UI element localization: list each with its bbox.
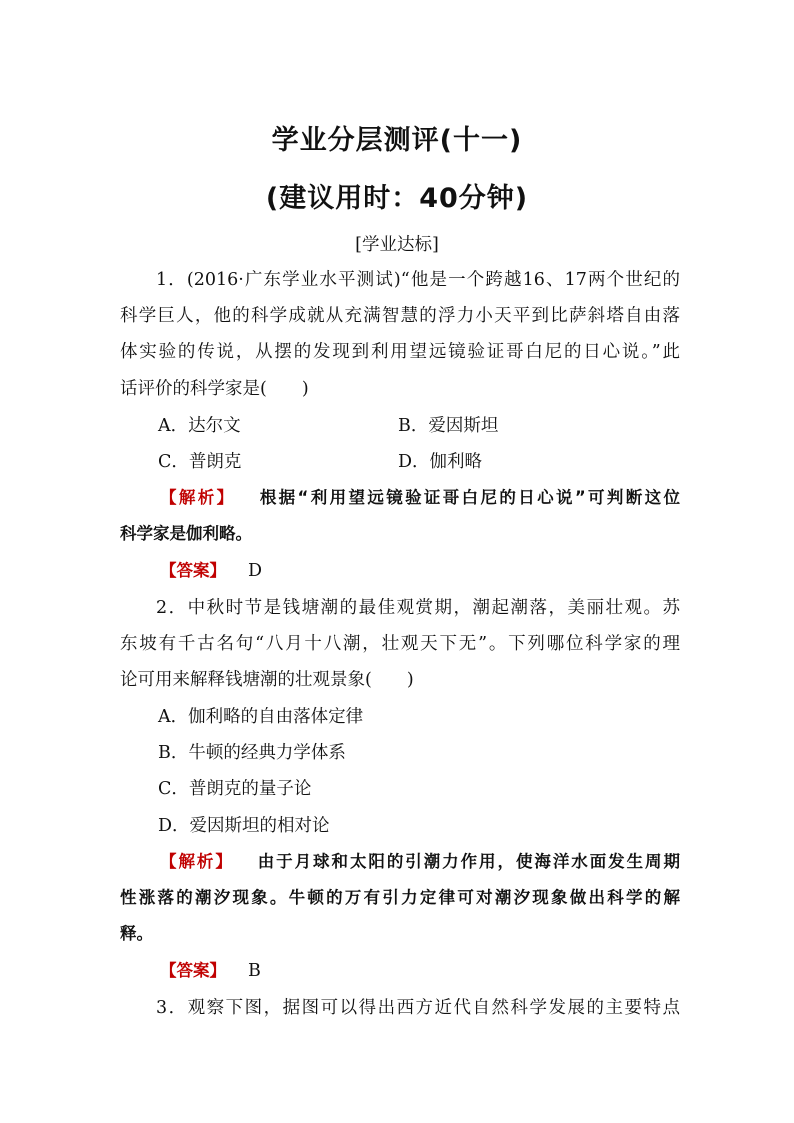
time-suggestion: (建议用时：40分钟) xyxy=(265,183,529,214)
q1-option-b: B．爱因斯坦 xyxy=(398,416,499,436)
q2-analysis-line-2: 性涨落的潮汐现象。牛顿的万有引力定律可对潮汐现象做出科学的解 xyxy=(120,888,680,907)
q2-analysis-tag: 【解析】 xyxy=(160,852,234,871)
q3-stem-line-1: 3．观察下图，据图可以得出西方近代自然科学发展的主要特点 xyxy=(156,998,680,1018)
q2-analysis-text-1: 由于月球和太阳的引潮力作用，使海洋水面发生周期 xyxy=(255,852,681,871)
q1-option-a: A．达尔文 xyxy=(158,416,241,436)
q2-option-c: C．普朗克的量子论 xyxy=(158,779,312,799)
q1-stem-line-3: 体实验的传说，从摆的发现到利用望远镜验证哥白尼的日心说。”此 xyxy=(120,342,680,362)
q1-answer xyxy=(160,559,262,583)
q2-answer-value: B xyxy=(248,961,261,981)
q1-analysis-tag: 【解析】 xyxy=(160,488,236,507)
q1-analysis-line-2: 科学家是伽利略。 xyxy=(120,524,252,543)
q2-answer xyxy=(160,959,261,983)
q1-answer-tag: 【答案】 xyxy=(160,561,226,580)
section-label: [学业达标] xyxy=(355,235,439,255)
q1-stem-line-2: 科学巨人，他的科学成就从充满智慧的浮力小天平到比萨斜塔自由落 xyxy=(120,306,680,326)
q2-option-d: D．爱因斯坦的相对论 xyxy=(158,816,330,836)
q1-analysis-text-1: 根据“利用望远镜验证哥白尼的日心说”可判断这位 xyxy=(257,488,680,507)
q1-answer-value: D xyxy=(248,561,263,581)
q2-answer-tag: 【答案】 xyxy=(160,961,226,980)
q2-stem-line-2: 东坡有千古名句“八月十八潮，壮观天下无”。下列哪位科学家的理 xyxy=(120,634,680,654)
q1-option-c: C．普朗克 xyxy=(158,452,242,472)
q1-stem-line-1: 1．(2016·广东学业水平测试)“他是一个跨越16、17两个世纪的 xyxy=(156,270,680,290)
q1-stem-line-4: 话评价的科学家是( ) xyxy=(120,379,309,399)
q2-stem-line-1: 2．中秋时节是钱塘潮的最佳观赏期，潮起潮落，美丽壮观。苏 xyxy=(156,598,680,618)
q2-option-b: B．牛顿的经典力学体系 xyxy=(158,743,346,763)
q2-option-a: A．伽利略的自由落体定律 xyxy=(158,707,364,727)
q1-analysis-line-1 xyxy=(160,486,680,510)
q2-analysis-line-1 xyxy=(160,850,680,874)
page-title: 学业分层测评(十一) xyxy=(271,125,523,156)
q1-option-d: D．伽利略 xyxy=(398,452,483,472)
q2-stem-line-3: 论可用来解释钱塘潮的壮观景象( ) xyxy=(120,670,414,690)
q2-analysis-line-3: 释。 xyxy=(120,924,153,943)
